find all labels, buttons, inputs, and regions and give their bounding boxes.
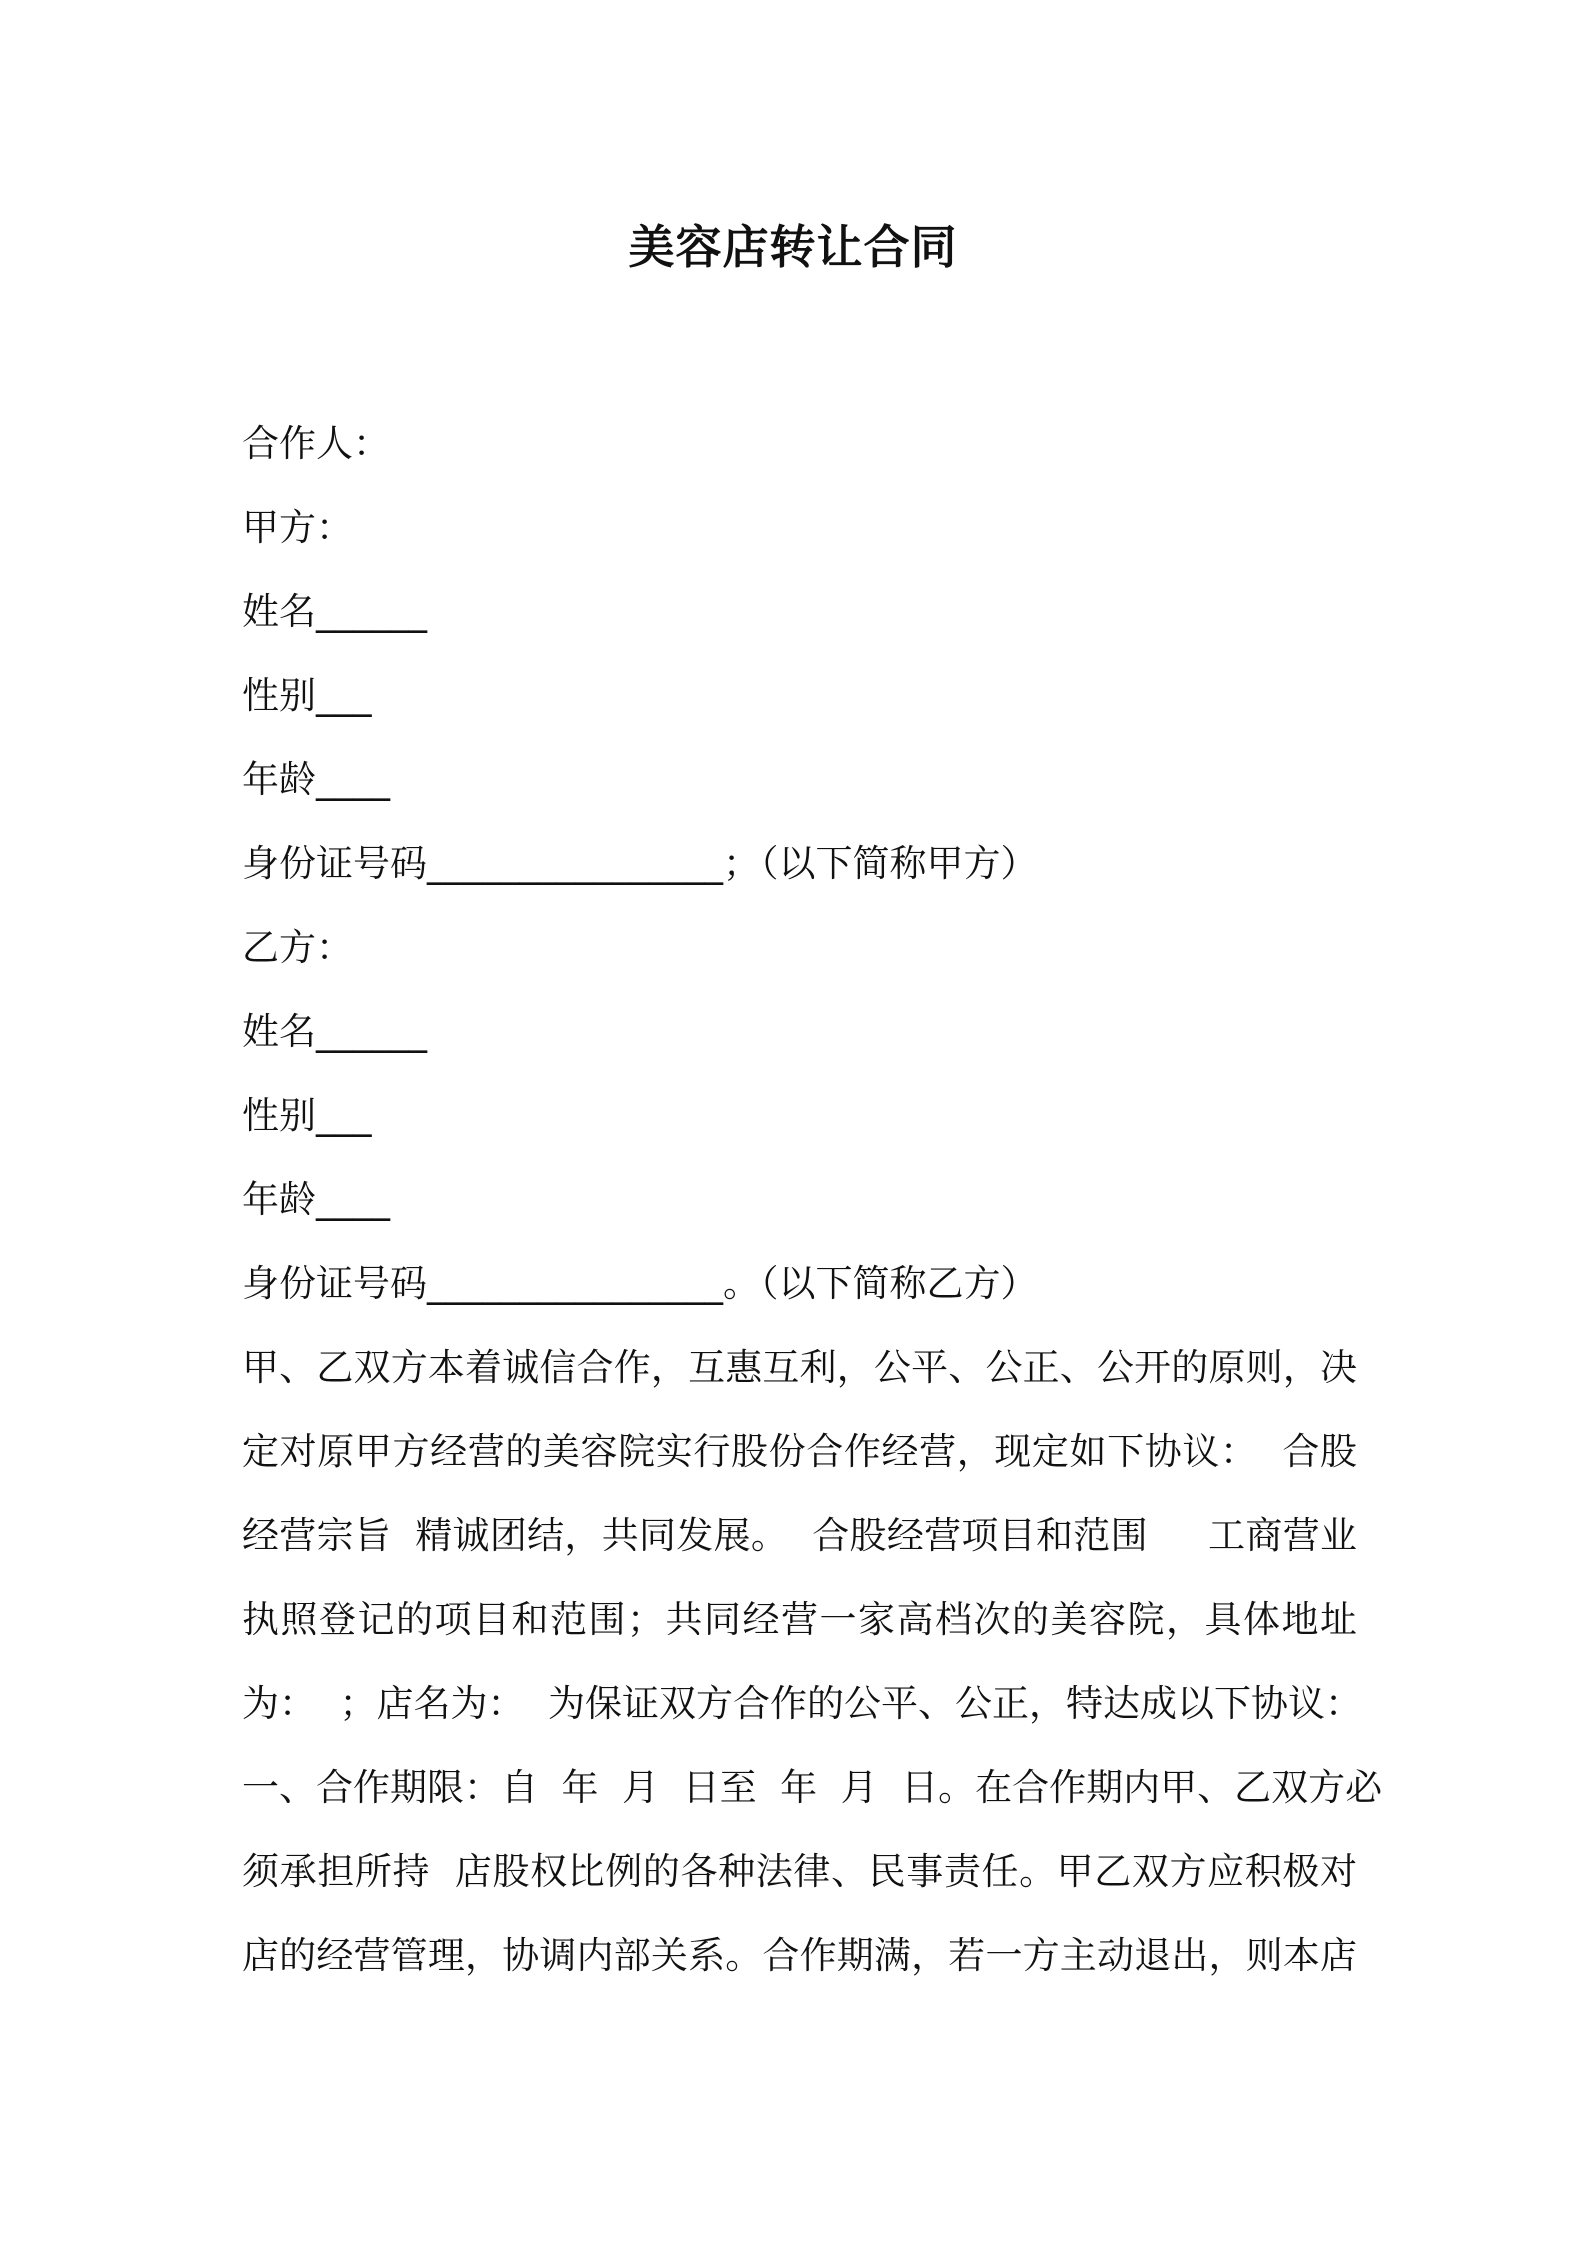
party-a-gender-field: 性别___ bbox=[242, 674, 372, 717]
party-a-label: 甲方： bbox=[242, 506, 353, 549]
party-a-name-field: 姓名______ bbox=[242, 590, 427, 633]
agreement-paragraph-line: 一、合作期限：自 年 月 日至 年 月 日。在合作期内甲、乙双方必 bbox=[242, 1766, 1383, 1809]
party-b-name-field: 姓名______ bbox=[242, 1010, 427, 1053]
party-a-age-field: 年龄____ bbox=[242, 758, 390, 801]
document-title: 美容店转让合同 bbox=[628, 220, 958, 274]
party-a-id-field: 身份证号码________________；（以下简称甲方） bbox=[242, 842, 1038, 885]
partner-label: 合作人： bbox=[242, 422, 390, 465]
party-b-age-field: 年龄____ bbox=[242, 1178, 390, 1221]
agreement-paragraph-line: 定对原甲方经营的美容院实行股份合作经营，现定如下协议： 合股 bbox=[242, 1430, 1357, 1473]
agreement-paragraph-line: 店的经营管理，协调内部关系。合作期满，若一方主动退出，则本店 bbox=[242, 1934, 1357, 1977]
party-b-gender-field: 性别___ bbox=[242, 1094, 372, 1137]
agreement-paragraph-line: 须承担所持 店股权比例的各种法律、民事责任。甲乙双方应积极对 bbox=[242, 1850, 1357, 1893]
agreement-paragraph-line: 经营宗旨 精诚团结，共同发展。 合股经营项目和范围 工商营业 bbox=[242, 1514, 1357, 1557]
party-b-label: 乙方： bbox=[242, 926, 353, 969]
party-b-id-field: 身份证号码________________。（以下简称乙方） bbox=[242, 1262, 1038, 1305]
agreement-paragraph-line: 为： ；店名为： 为保证双方合作的公平、公正，特达成以下协议： bbox=[242, 1682, 1363, 1725]
document-body bbox=[242, 402, 1383, 1998]
agreement-paragraph-line: 甲、乙双方本着诚信合作，互惠互利，公平、公正、公开的原则，决 bbox=[242, 1346, 1357, 1389]
agreement-paragraph-line: 执照登记的项目和范围；共同经营一家高档次的美容院，具体地址 bbox=[242, 1598, 1357, 1641]
